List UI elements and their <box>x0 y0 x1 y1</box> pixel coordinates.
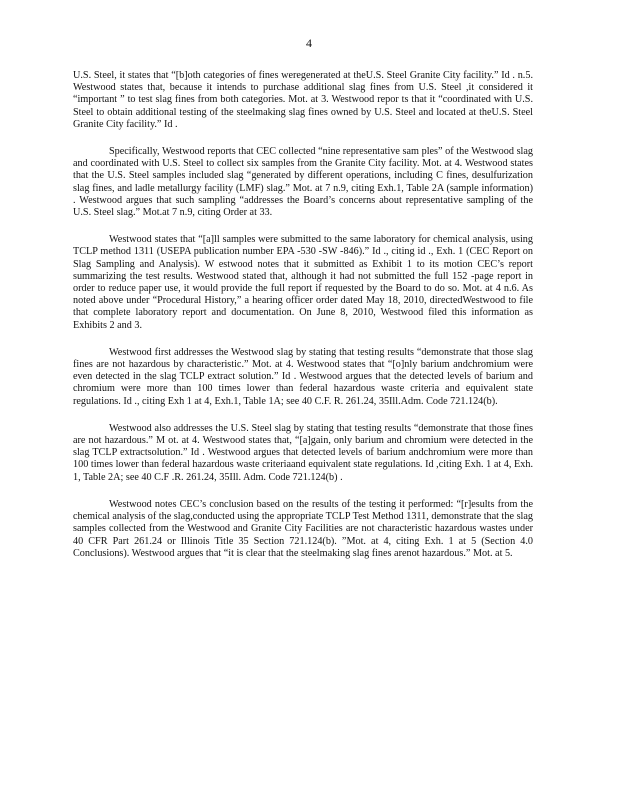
document-body <box>73 70 533 572</box>
paragraph-6: Westwood notes CEC’s conclusion based on the results of the testing it performed: “[r]esults from the chemical analysis of the slag,conducted using the appropriate TCLP Test Method 1311, demonstrate that the slag samples collected from the Westwood and Granite City Facilities are not characteristic hazardous wastes under 40 CFR Part 261.24 or Illinois Title 35 Section 721.124(b). ”Mot. at 4, citing Exh. 1 at 5 (Section 4.0 Conclusions). Westwood argues that “it is clear that the steelmaking slag fines arenot hazardous.” Mot. at 5. <box>73 498 533 559</box>
paragraph-4: Westwood first addresses the Westwood slag by stating that testing results “demonstrate that those slag fines are not hazardous by characteristic.” Mot. at 4. Westwood states that “[o]nly barium andchromium were even detected in the slag TCLP extract solution.” Id . Westwood argues that the detected levels of barium and chromium were more than 100 times lower than federal hazardous waste criteria and equivalent state regulations. Id ., citing Exh 1 at 4, Exh.1, Table 1A; see 40 C.F. R. 261.24, 35Ill.Adm. Code 721.124(b). <box>73 346 533 407</box>
paragraph-1: U.S. Steel, it states that “[b]oth categories of fines weregenerated at theU.S. Steel Granite City facility.” Id . n.5. Westwood states that, because it intends to purchase additional slag fines from U.S. Steel ,it considered it “important ” to test slag fines from both categories. Mot. at 3. Westwood repor ts that it “coordinated with U.S. Steel to obtain additional testing of the steelmaking slag fines owned by U.S. Steel and located at theU.S. Steel Granite City facility.” Id . <box>73 70 533 130</box>
page-number: 4 <box>306 36 312 50</box>
paragraph-5: Westwood also addresses the U.S. Steel slag by stating that testing results “demonstrate that those fines are not hazardous.” M ot. at 4. Westwood states that, “[a]gain, only barium and chromium were detected in the slag TCLP extractsolution.” Id . Westwood argues that detected levels of barium andchromium were more than 100 times lower than federal hazardous waste criteriaand equivalent state regulations. Id ,citing Exh. 1 at 4, Exh. 1, Table 2A; see 40 C.F .R. 261.24, 35Ill. Adm. Code 721.124(b) . <box>73 422 533 483</box>
paragraph-3: Westwood states that “[a]ll samples were submitted to the same laboratory for chemical analysis, using TCLP method 1311 (USEPA publication number EPA -530 -SW -846).” Id ., citing id ., Exh. 1 (CEC Report on Slag Sampling and Analysis). W estwood notes that it submitted as Exhibit 1 to its motion CEC’s report summarizing the test results. Westwood stated that, although it had not submitted the full 152 -page report in order to reduce paper use, it would provide the full report if requested by the Board to do so. Mot. at 4 n.6. As noted above under “Procedural History,” a hearing officer order dated May 18, 2010, directedWestwood to file that complete laboratory report and documentation. On June 8, 2010, Westwood filed this information as Exhibits 2 and 3. <box>73 234 533 331</box>
paragraph-2: Specifically, Westwood reports that CEC collected “nine representative sam ples” of the Westwood slag and coordinated with U.S. Steel to collect six samples from the Granite City facility. Mot. at 4. Westwood states that the U.S. Steel samples included slag “generated by different operations, including C fines, desulfurization slag fines, and ladle metallurgy facility (LMF) slag.” Mot. at 7 n.9, citing Exh.1, Table 2A (sample information) . Westwood argues that such sampling “addresses the Board’s concerns about representative sampling of the U.S. Steel slag.” Mot.at 7 n.9, citing Order at 33. <box>73 146 533 219</box>
